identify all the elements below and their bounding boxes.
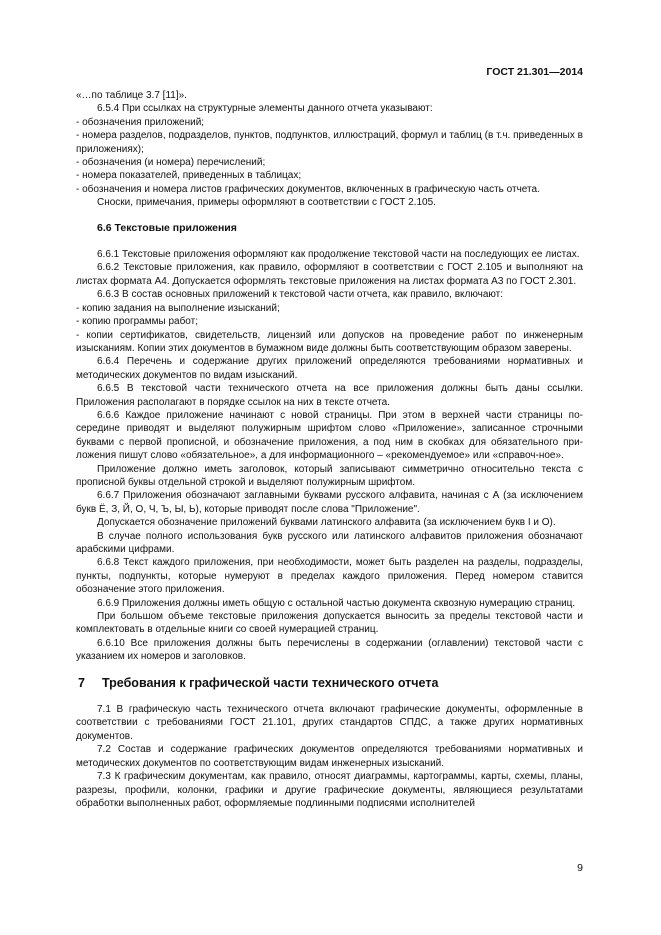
body-paragraph: 7.2 Состав и содержание графических документов определяются требованиями нормативных и методических документов по соответствующим видам инженерных изысканий.: [76, 744, 583, 769]
body-paragraph: «…по таблице 3.7 [11]».: [76, 90, 187, 101]
body-paragraph: 6.6.3 В состав основных приложений к текстовой части отчета, как правило, включают:: [97, 289, 504, 301]
body-paragraph: - копии сертификатов, свидетельств, лицензий или допусков на проведение работ по инженерным изысканиям. Копии этих документов в бумажном виде должны быть соответствующим образом заверены.: [76, 329, 583, 354]
body-paragraph: В случае полного использования букв русского или латинского алфавитов приложения обозначают арабскими цифрами.: [76, 530, 583, 555]
body-paragraph: 7.3 К графическим документам, как правило, относят диаграммы, картограммы, карты, схемы, планы, разрезы, профили, колонки, графики и другие графические документы, являющиеся результатами обработки выполненных работ, оформляемые подлинными подписями исполнителей: [76, 771, 583, 809]
body-paragraph: Допускается обозначение приложений буквами латинского алфавита (за исключением букв I и O).: [97, 517, 556, 529]
body-paragraph: - обозначения и номера листов графических документов, включенных в графическую часть отчета.: [76, 183, 540, 195]
body-paragraph: 6.6.10 Все приложения должны быть перечислены в содержании (оглавлении) текстовой части с указанием их номеров и заголовков.: [76, 637, 583, 663]
body-paragraph: 6.6.8 Текст каждого приложения, при необходимости, может быть разделен на разделы, подразделы, пункты, подпункты, которые нумеруют в пределах каждого приложения. Перед номером ставится обозначение этого приложения.: [76, 557, 583, 596]
body-paragraph: - обозначения приложений;: [76, 116, 205, 128]
body-paragraph: 6.6.7 Приложения обозначают заглавными буквами русского алфавита, начиная с А (за исключением букв Ё, З, Й, О, Ч, Ъ, Ы, Ь), которые приводят после слова "Приложение".: [76, 490, 583, 515]
section-number: 7: [78, 675, 85, 690]
body-paragraph: - копию программы работ;: [76, 316, 199, 328]
section-heading: [76, 677, 583, 690]
body-paragraph: - копию задания на выполнение изысканий;: [76, 302, 280, 314]
body-paragraph: Сноски, примечания, примеры оформляют в соответствии с ГОСТ 2.105.: [97, 197, 436, 209]
body-paragraph: - номера показателей, приведенных в таблицах;: [76, 170, 302, 182]
body-paragraph: 6.6.6 Каждое приложение начинают с новой страницы. При этом в верхней части страницы по-середине приводят и выделяют полужирным шрифтом слово «Приложение», записанное строчными буквами с первой прописной, и обозначение приложения, а под ним в скобках для обязательного при-ложения пишут слово «обязательное», а для информационного – «рекомендуемое» или «справоч-ное».: [76, 409, 583, 462]
section-title: Требования к графической части технического отчета: [102, 675, 439, 690]
body-paragraph: Приложение должно иметь заголовок, который записывают симметрично относительно текста с прописной буквы отдельной строкой и выделяют полужирным шрифтом.: [76, 463, 583, 488]
body-paragraph: При большом объеме текстовые приложения допускается выносить за пределы текстовой части и комплектовать в отдельные книги со своей нумерацией страниц.: [76, 611, 583, 636]
document-body: [76, 89, 583, 810]
subsection-heading: 6.6 Текстовые приложения: [97, 221, 237, 234]
body-paragraph: 6.6.4 Перечень и содержание других приложений определяются требованиями нормативных и методических документов по видам изысканий.: [76, 356, 583, 381]
body-paragraph: 6.6.1 Текстовые приложения оформляют как продолжение текстовой части на последующих ее листах.: [97, 249, 580, 261]
body-paragraph: 6.6.9 Приложения должны иметь общую с остальной частью документа сквозную нумерацию страниц.: [97, 597, 576, 609]
body-paragraph: 6.5.4 При ссылках на структурные элементы данного отчета указывают:: [97, 103, 433, 115]
body-paragraph: 6.6.2 Текстовые приложения, как правило, оформляют в соответствии с ГОСТ 2.105 и выполняют на листах формата А4. Допускается оформлять текстовые приложения на листах формата А3 по ГОСТ 2.301.: [76, 262, 583, 287]
body-paragraph: - обозначения (и номера) перечислений;: [76, 157, 266, 169]
page-number: 9: [577, 862, 583, 874]
document-code-header: ГОСТ 21.301—2014: [486, 66, 583, 78]
body-paragraph: 7.1 В графическую часть технического отчета включают графические документы, оформленные в соответствии с требованиями ГОСТ 21.101, других стандартов СПДС, а также других нормативных документов.: [76, 704, 583, 742]
body-paragraph: - номера разделов, подразделов, пунктов, подпунктов, иллюстраций, формул и таблиц (в т.ч. приведенных в приложениях);: [76, 130, 583, 155]
body-paragraph: 6.6.5 В текстовой части технического отчета на все приложения должны быть даны ссылки. Приложения располагают в порядке ссылок на них в тексте отчета.: [76, 383, 583, 408]
